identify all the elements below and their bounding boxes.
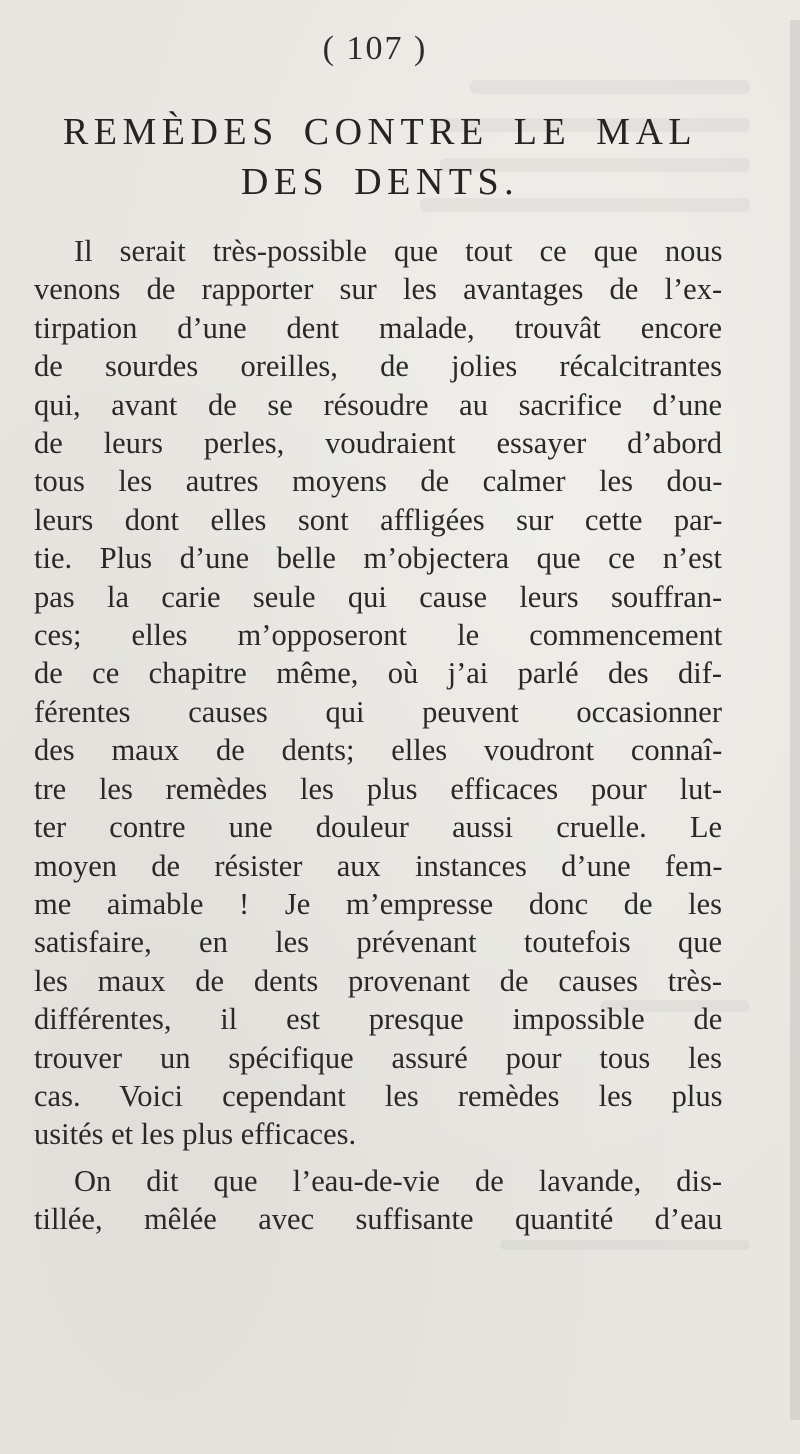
chapter-title-line-1: REMÈDES CONTRE LE MAL bbox=[62, 111, 698, 153]
paragraph-2 bbox=[34, 1162, 722, 1239]
text-line: tre les remèdes les plus efficaces pour lut- bbox=[34, 771, 722, 806]
chapter-title-line-2: DES DENTS. bbox=[240, 161, 520, 203]
text-line: tillée, mêlée avec suffisante quantité d’eau bbox=[34, 1202, 723, 1237]
text-line: de ce chapitre même, où j’ai parlé des dif- bbox=[34, 656, 723, 691]
text-line: férentes causes qui peuvent occasionner bbox=[34, 694, 722, 729]
text-line: cas. Voici cependant les remèdes les plus bbox=[34, 1078, 723, 1113]
text-line: les maux de dents provenant de causes très- bbox=[34, 963, 722, 998]
text-line: me aimable ! Je m’empresse donc de les bbox=[34, 886, 723, 921]
text-line: leurs dont elles sont affligées sur cette par- bbox=[34, 502, 723, 537]
text-line: moyen de résister aux instances d’une fem- bbox=[34, 848, 723, 883]
text-line: venons de rapporter sur les avantages de l’ex- bbox=[34, 272, 723, 307]
text-line: des maux de dents; elles voudront connaî- bbox=[34, 733, 723, 768]
text-line: différentes, il est presque impossible de bbox=[34, 1002, 723, 1037]
text-line: usités et les plus efficaces. bbox=[34, 1117, 357, 1152]
text-line: ter contre une douleur aussi cruelle. Le bbox=[34, 810, 723, 845]
text-line: Il serait très-possible que tout ce que nous bbox=[74, 234, 723, 268]
text-line: pas la carie seule qui cause leurs souffran- bbox=[34, 579, 723, 614]
text-line: On dit que l’eau-de-vie de lavande, dis- bbox=[74, 1164, 722, 1198]
text-line: tie. Plus d’une belle m’objectera que ce n’est bbox=[34, 541, 722, 576]
paragraph-1 bbox=[34, 232, 722, 1154]
text-line: satisfaire, en les prévenant toutefois que bbox=[34, 925, 722, 960]
text-line: de leurs perles, voudraient essayer d’abord bbox=[34, 426, 722, 461]
text-line: tous les autres moyens de calmer les dou- bbox=[34, 464, 723, 499]
page-number: ( 107 ) bbox=[322, 30, 428, 67]
text-line: de sourdes oreilles, de jolies récalcitrantes bbox=[34, 349, 722, 384]
text-line: qui, avant de se résoudre au sacrifice d’une bbox=[34, 387, 722, 422]
text-line: tirpation d’une dent malade, trouvât encore bbox=[34, 310, 722, 345]
text-line: ces; elles m’opposeront le commencement bbox=[34, 618, 723, 653]
text-line: trouver un spécifique assuré pour tous les bbox=[34, 1040, 722, 1075]
